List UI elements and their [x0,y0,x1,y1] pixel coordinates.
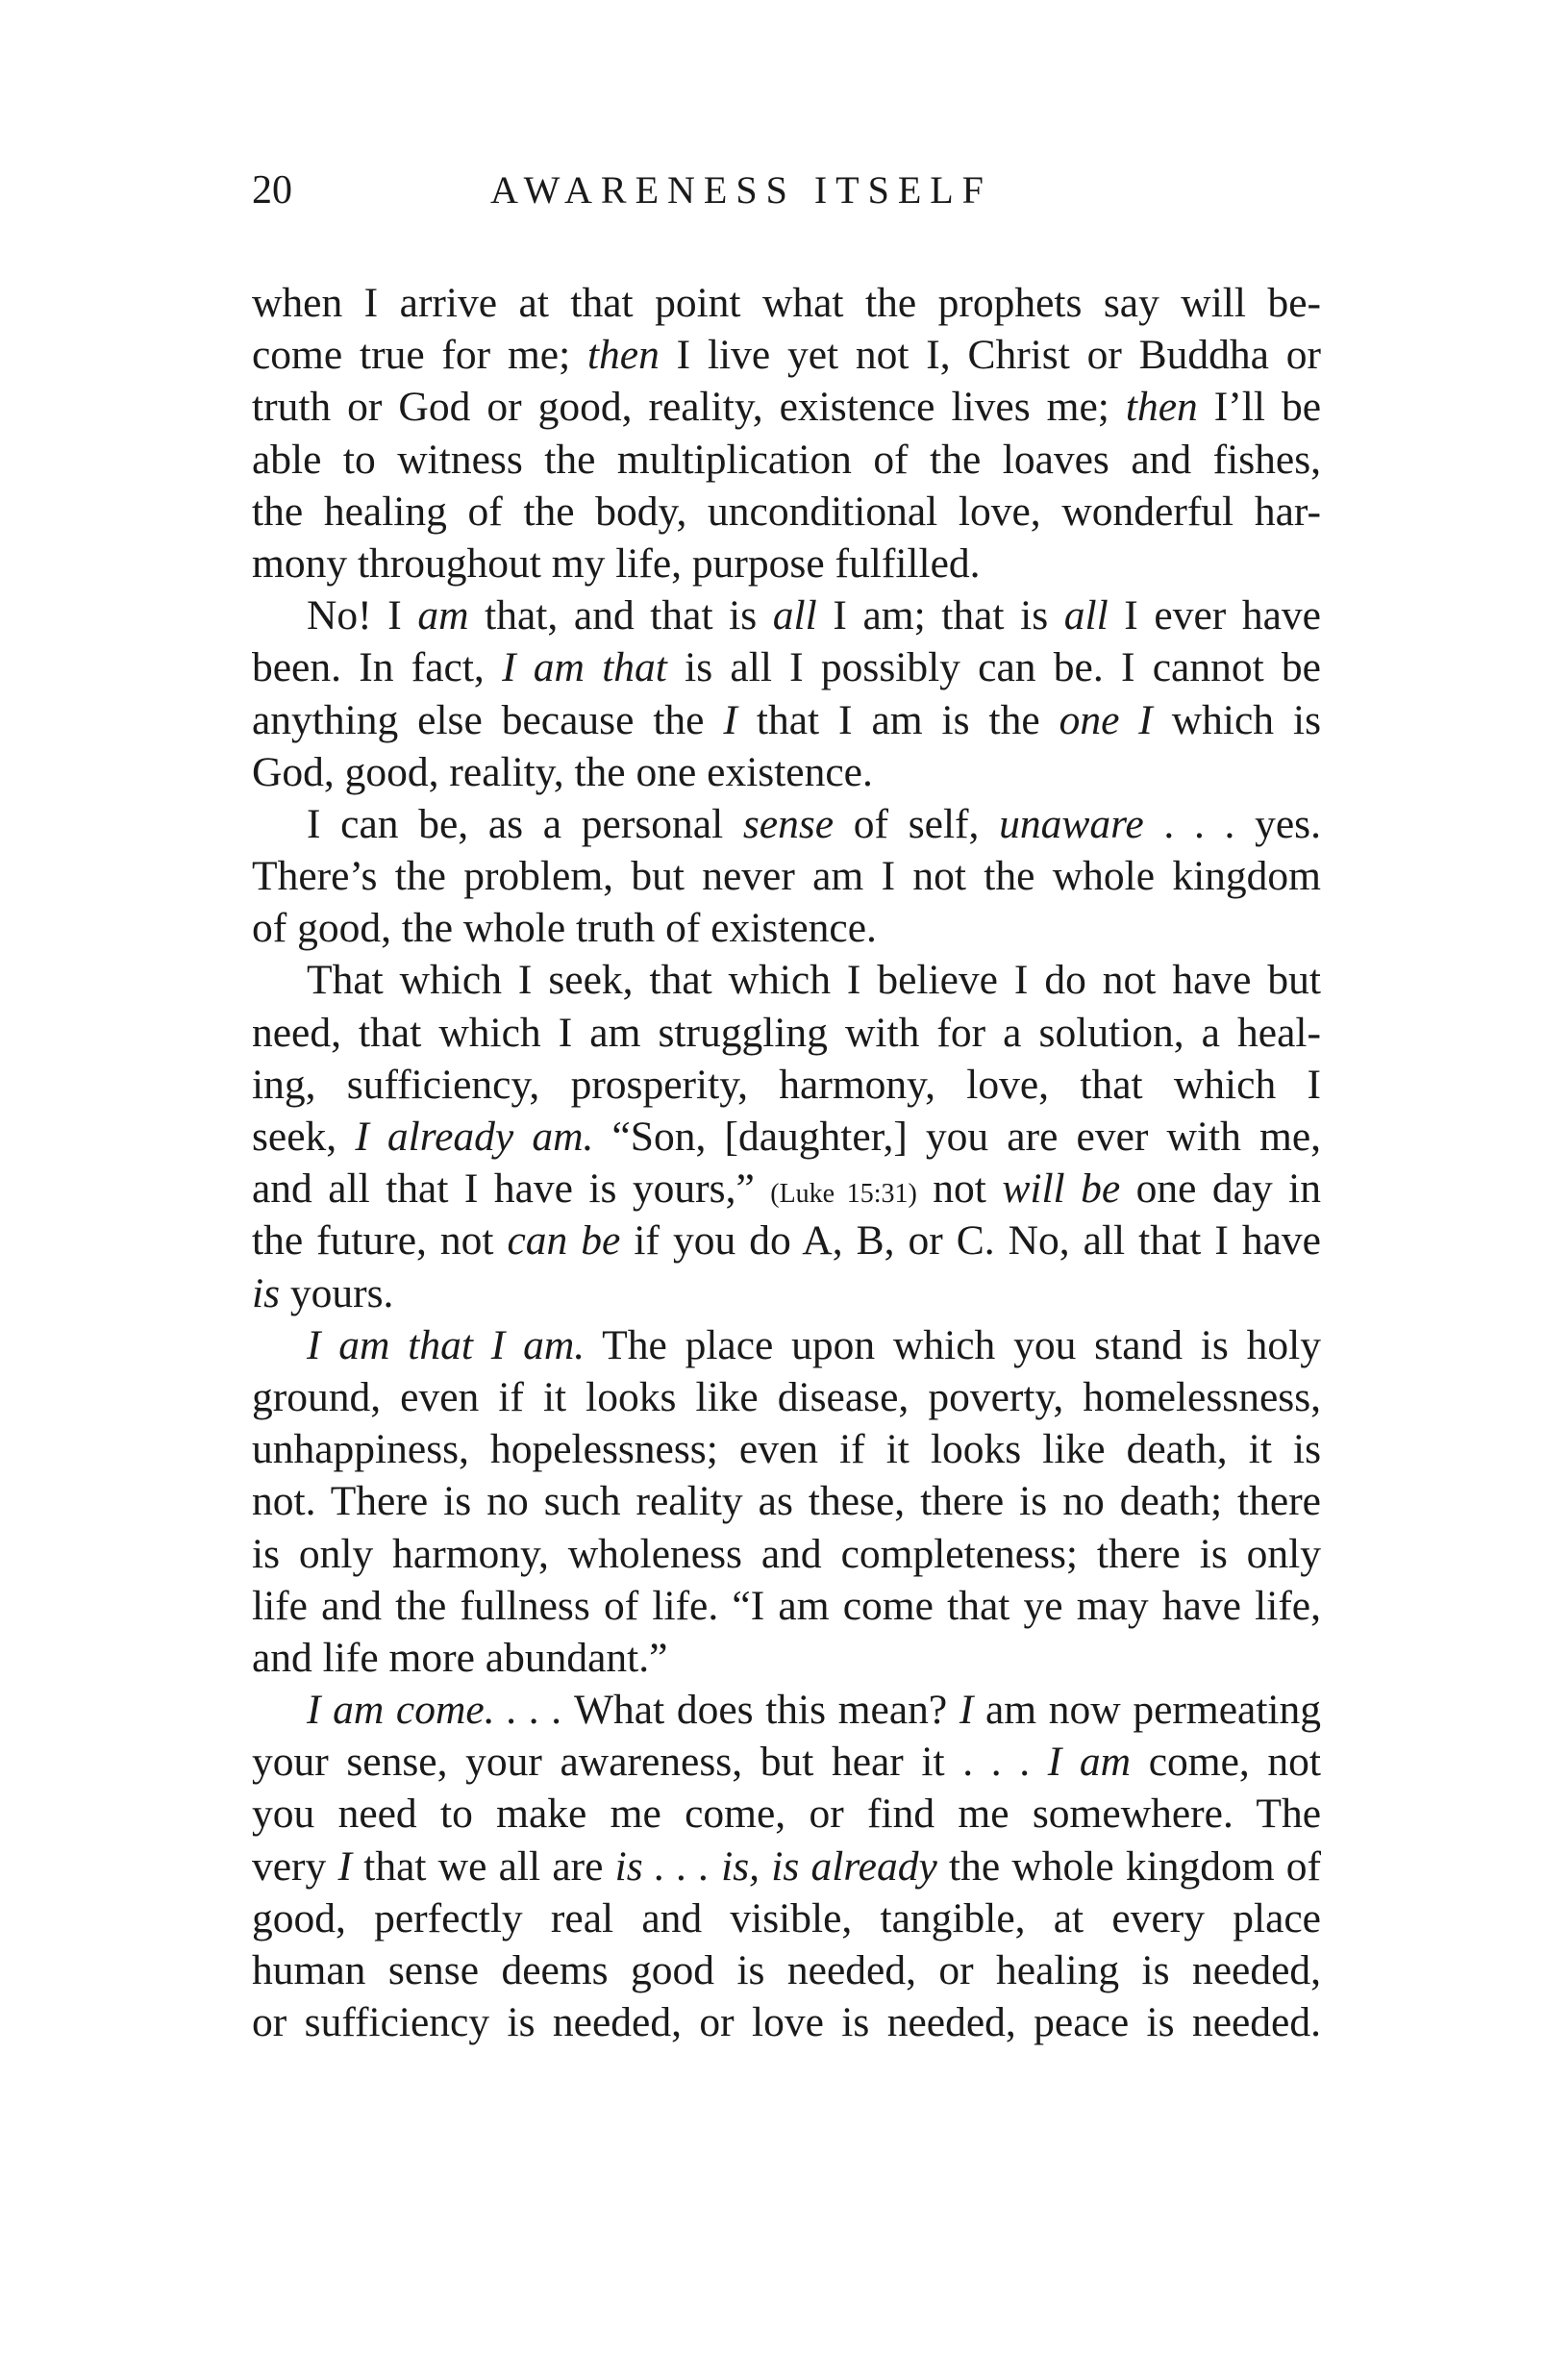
text-segment: that we all are [352,1842,615,1890]
text-segment: . . . yes. [1143,800,1321,847]
text-line [252,1996,1321,2048]
text-line [252,1632,1321,1684]
text-segment: No! I [307,592,418,639]
text-segment: truth or God or good, reality, existence lives me; [252,384,1126,431]
scripture-reference: (Luke 15:31) [770,1179,917,1210]
text-line [252,277,1321,329]
italic-text: can be [507,1217,621,1265]
italic-text: is . . . is, is already [614,1842,937,1890]
text-segment: one day in [1120,1165,1321,1213]
italic-text: I already am. [355,1114,594,1160]
text-line [252,1475,1321,1527]
text-line [252,746,1321,798]
text-segment: of good, the whole truth of existence. [252,905,877,952]
text-segment: not [916,1165,1003,1213]
text-segment: been. In fact, [252,644,503,691]
italic-text: then [586,332,660,379]
text-line [252,1163,1321,1215]
text-segment: able to witness the multiplication of the loaves and fishes, [252,436,1321,483]
text-segment: I’ll be [1197,384,1321,431]
text-line [252,954,1321,1006]
text-line [252,1267,1321,1319]
text-segment: come true for me; [252,332,587,379]
italic-text: all [1063,592,1109,639]
text-segment: am now permeating [973,1687,1322,1734]
text-line [252,1059,1321,1111]
text-segment: the healing of the body, unconditional love, wonderful har- [252,488,1321,535]
text-segment: if you do A, B, or C. No, all that I have [620,1217,1321,1265]
italic-text: is [252,1269,281,1316]
italic-text: unaware [999,800,1144,847]
italic-text: all [772,592,817,639]
text-segment: The place upon which you stand is holy [585,1321,1321,1368]
text-line [252,381,1321,433]
italic-text: I am come. . . . [307,1687,563,1734]
text-line [252,850,1321,902]
text-segment: What does this mean? [562,1687,959,1734]
text-line [252,1371,1321,1423]
page-header [252,162,1319,219]
text-segment: I live yet not I, Christ or Buddha or [659,332,1321,379]
page-number: 20 [252,168,292,213]
text-line [252,641,1321,693]
text-line [252,538,1321,589]
text-segment: is all I possibly can be. I cannot be [666,644,1321,691]
text-segment: mony throughout my life, purpose fulfilled. [252,539,981,587]
italic-text: I am that [502,644,667,691]
text-segment: and all that I have is yours,” [252,1165,771,1213]
text-line [252,1736,1321,1788]
text-line [252,1528,1321,1580]
italic-text: I [723,696,737,743]
text-line [252,1788,1321,1840]
italic-text: I am that I am. [307,1321,586,1368]
text-segment: I am; that is [816,592,1064,639]
text-segment: come, not [1131,1739,1321,1786]
italic-text: will be [1002,1165,1121,1213]
text-line [252,1580,1321,1632]
italic-text: I [959,1687,974,1734]
italic-text: I [337,1842,353,1890]
text-segment: or sufficiency is needed, or love is needed, peace is needed. [252,1999,1321,2046]
text-line [252,1111,1321,1163]
text-segment: human sense deems good is needed, or healing is needed, [252,1947,1321,1993]
text-line [252,486,1321,538]
italic-text: am [417,592,469,639]
text-segment: unhappiness, hopelessness; even if it looks like death, it is [252,1426,1321,1473]
text-line [252,798,1321,850]
text-segment: that I am is the [736,696,1059,743]
italic-text: one I [1059,696,1153,743]
running-title: AWARENESS ITSELF [490,168,992,212]
text-segment: I can be, as a personal [307,800,743,847]
text-segment: is only harmony, wholeness and completeness; there is only [252,1530,1321,1577]
text-segment: “Son, [daughter,] you are ever with me, [593,1114,1322,1160]
text-segment: that, and that is [468,592,773,639]
text-line [252,434,1321,486]
text-segment: There’s the problem, but never am I not the whole kingdom [252,853,1321,900]
text-segment: ing, sufficiency, prosperity, harmony, love, that which I [252,1061,1321,1108]
text-line [252,1841,1321,1892]
text-segment: the whole kingdom of [936,1842,1321,1890]
text-line [252,1007,1321,1059]
text-line [252,1944,1321,1996]
italic-text: I am [1047,1739,1132,1786]
text-line [252,694,1321,746]
text-segment: of self, [834,800,1000,847]
text-line [252,1423,1321,1475]
text-segment: need, that which I am struggling with for a solution, a heal- [252,1009,1321,1056]
text-line [252,1684,1321,1736]
text-line [252,589,1321,641]
text-segment: ground, even if it looks like disease, poverty, homelessness, [252,1373,1321,1420]
text-line [252,1892,1321,1944]
text-segment: very [252,1842,338,1890]
text-segment: life and the fullness of life. “I am come that ye may have life, [252,1582,1321,1629]
text-segment: which is [1152,696,1321,743]
text-segment: not. There is no such reality as these, there is no death; there [252,1478,1321,1525]
italic-text: then [1125,384,1198,431]
text-segment: good, perfectly real and visible, tangible, at every place [252,1894,1321,1942]
text-segment: you need to make me come, or find me somewhere. The [252,1791,1321,1838]
italic-text: sense [742,800,835,847]
body-text [252,277,1321,2048]
text-segment: That which I seek, that which I believe I do not have but [307,957,1321,1004]
text-segment: and life more abundant.” [252,1634,668,1681]
text-line [252,329,1321,381]
text-line [252,1215,1321,1266]
text-segment: anything else because the [252,696,724,743]
text-segment: your sense, your awareness, but hear it . . . [252,1739,1048,1786]
text-segment: seek, [252,1114,356,1160]
text-segment: when I arrive at that point what the prophets say will be- [252,280,1321,326]
text-segment: I ever have [1108,592,1321,639]
text-line [252,1319,1321,1371]
text-segment: God, good, reality, the one existence. [252,748,873,795]
text-line [252,902,1321,954]
text-segment: yours. [280,1269,394,1316]
text-segment: the future, not [252,1217,508,1265]
